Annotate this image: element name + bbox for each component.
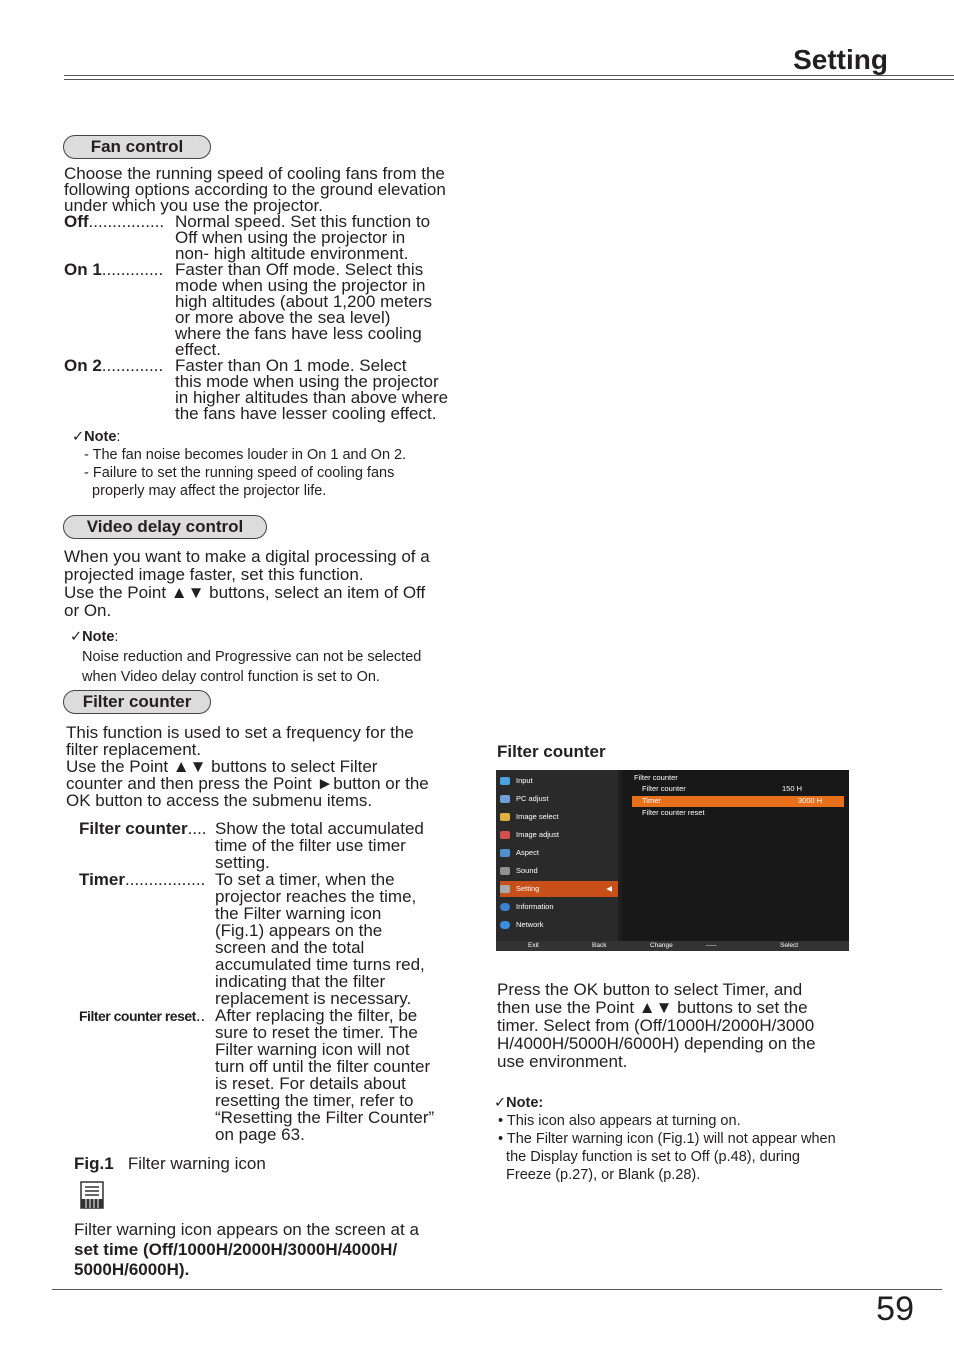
fig-label: Fig.1 — [74, 1154, 114, 1173]
text-line: Use the Point ▲▼ buttons, select an item of Off — [64, 583, 426, 602]
menu-item-network: Network — [500, 917, 618, 933]
fig-description — [74, 1220, 464, 1280]
page-number: 59 — [876, 1290, 914, 1328]
text-line: filter replacement. — [66, 740, 202, 759]
text-line: Use the Point ▲▼ buttons to select Filter — [66, 757, 378, 776]
header-rule-double — [64, 79, 954, 80]
note-line: • This icon also appears at turning on. — [498, 1113, 741, 1129]
option-description: To set a timer, when the projector reaches the time, the Filter warning icon (Fig.1) appears on the screen and the total accumulated time turns red, indicating that the filter replacement is necessary. — [215, 870, 425, 1008]
text-line: OK button to access the submenu items. — [66, 791, 373, 810]
note-line: properly may affect the projector life. — [84, 483, 327, 499]
filter-intro — [66, 724, 466, 809]
text-line: timer. Select from (Off/1000H/2000H/3000 — [497, 1016, 815, 1035]
option-term: Filter counter.... — [79, 819, 207, 838]
note-line: • The Filter warning icon (Fig.1) will not appear when — [498, 1131, 836, 1147]
fan-intro: Choose the running speed of cooling fans from the following options according to the ground elevation under which you use the projector. — [64, 164, 446, 215]
text-line: use environment. — [497, 1052, 628, 1071]
text-line: counter and then press the Point ►button or the — [66, 774, 429, 793]
option-term: On 2............. — [64, 356, 164, 375]
menu-item-input: Input — [500, 773, 618, 789]
note-line: the Display function is set to Off (p.48), during — [498, 1149, 800, 1165]
video-delay-body — [64, 548, 464, 620]
osd-menu-screenshot — [496, 770, 849, 951]
submenu-row: Filter counter reset — [642, 808, 705, 817]
submenu-row: Filter counter 150 H — [642, 784, 803, 793]
text-line: then use the Point ▲▼ buttons to set the — [497, 998, 808, 1017]
filter-counter-heading: Filter counter — [63, 690, 211, 714]
text-line: This function is used to set a frequency for the — [66, 723, 414, 742]
note-line: - Failure to set the running speed of cooling fans — [84, 465, 395, 481]
filter-option-row — [79, 871, 459, 1007]
menu-status-bar: Exit Back Change ----- Select — [496, 941, 849, 951]
footer-rule — [52, 1289, 942, 1290]
option-description: After replacing the filter, be sure to reset the timer. The Filter warning icon will not turn off until the filter counter is reset. For details about resetting the timer, refer to “Resetting the Filter Counter” on page 63. — [215, 1006, 435, 1144]
filter-option-row — [79, 820, 459, 871]
text-line: When you want to make a digital processing of a — [64, 547, 430, 566]
menu-item-image-adjust: Image adjust — [500, 827, 618, 843]
text-line: projected image faster, set this function. — [64, 565, 364, 584]
header-rule — [64, 75, 954, 76]
note-line: - The fan noise becomes louder in On 1 and On 2. — [84, 447, 407, 463]
fan-options-list — [64, 214, 459, 422]
option-term: Filter counter reset.. — [79, 1006, 206, 1025]
fig-caption-text: Filter warning icon — [127, 1154, 266, 1173]
fan-option-row — [64, 358, 459, 422]
note-line: Freeze (p.27), or Blank (p.28). — [498, 1167, 701, 1183]
video-delay-heading: Video delay control — [63, 515, 267, 539]
submenu-row-selected: Timer 3000 H — [632, 796, 844, 807]
check-icon: ✓ — [72, 429, 85, 445]
fan-control-body — [64, 166, 459, 422]
menu-item-pc-adjust: PC adjust — [500, 791, 618, 807]
submenu-title: Filter counter — [634, 773, 678, 782]
option-description: Show the total accumulated time of the filter use timer setting. — [215, 819, 424, 872]
option-description: Normal speed. Set this function to Off when using the projector in non- high altitude environment. — [175, 212, 431, 263]
fan-option-row — [64, 262, 459, 358]
filter-options-list — [79, 820, 459, 1143]
note-label: Note — [82, 629, 115, 645]
note-line: Noise reduction and Progressive can not be selected — [82, 649, 422, 665]
menu-item-setting: Setting ◀ — [500, 881, 618, 897]
option-term: Off................ — [64, 212, 165, 231]
text-line: or On. — [64, 601, 112, 620]
note-label: Note: — [506, 1095, 544, 1111]
option-term: On 1............. — [64, 260, 164, 279]
menu-caption: Filter counter — [497, 742, 606, 761]
filter-option-row — [79, 1007, 459, 1143]
note-label: Note — [84, 429, 117, 445]
fan-note: ✓Note: - The fan noise becomes louder in On 1 and On 2. - Failure to set the running speed of cooling fans properly may affect the projector life. — [72, 428, 472, 500]
video-note: ✓Note: Noise reduction and Progressive can not be selected when Video delay control function is set to On. — [70, 627, 480, 687]
note-line: when Video delay control function is set to On. — [82, 669, 380, 685]
text-line: H/4000H/5000H/6000H) depending on the — [497, 1034, 816, 1053]
menu-item-information: Information — [500, 899, 618, 915]
option-term: Timer................. — [79, 870, 206, 889]
menu-item-sound: Sound — [500, 863, 618, 879]
right-note — [494, 1094, 894, 1184]
text-line: set time (Off/1000H/2000H/3000H/4000H/ — [74, 1240, 398, 1259]
text-line: 5000H/6000H). — [74, 1260, 190, 1279]
option-description: Faster than Off mode. Select this mode when using the projector in high altitudes (about 1,200 meters or more above the sea level) where the fans have less cooling effect. — [175, 260, 433, 359]
right-paragraph — [497, 981, 857, 1071]
filter-warning-icon — [78, 1180, 108, 1215]
option-description: Faster than On 1 mode. Select this mode when using the projector in higher altitudes than above where the fans have lesser cooling effect. — [175, 356, 449, 423]
fig-caption — [74, 1154, 266, 1174]
text-line: Press the OK button to select Timer, and — [497, 980, 803, 999]
page-section-title: Setting — [793, 44, 888, 75]
fan-option-row — [64, 214, 459, 262]
menu-submenu — [622, 770, 849, 941]
fan-control-heading: Fan control — [63, 135, 211, 159]
menu-item-aspect: Aspect — [500, 845, 618, 861]
check-icon: ✓ — [494, 1095, 507, 1111]
text-line: Filter warning icon appears on the screen at a — [74, 1220, 419, 1239]
menu-item-image-select: Image select — [500, 809, 618, 825]
check-icon: ✓ — [70, 629, 83, 645]
menu-sidebar — [496, 770, 618, 941]
